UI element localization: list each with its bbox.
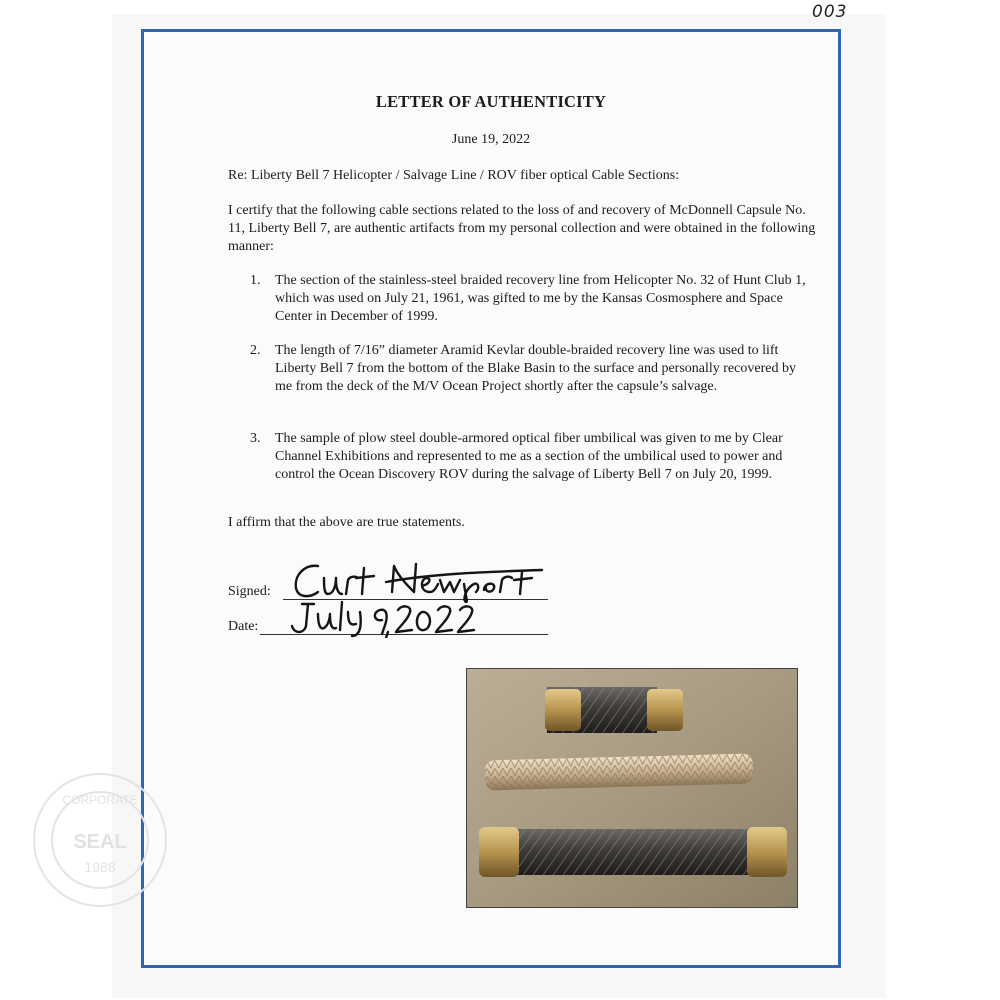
list-item-number: 2. — [250, 343, 261, 358]
handwritten-signature — [290, 554, 550, 604]
handwritten-date — [284, 598, 484, 638]
intro-paragraph: I certify that the following cable sections related to the loss of and recovery of McDonnell Capsule No. 11, Liberty Bell 7, are authentic artifacts from my personal collection and were obtained in the following manner: — [228, 203, 816, 254]
seal-top-text: CORPORATE — [62, 793, 138, 807]
letter-date: June 19, 2022 — [451, 132, 531, 147]
document-frame — [141, 29, 841, 968]
affirmation: I affirm that the above are true statements. — [228, 515, 465, 530]
list-item-text: The sample of plow steel double-armored optical fiber umbilical was given to me by Clear Channel Exhibitions and represented to me as a section of the umbilical used to power and control the Ocean Discovery ROV during the salvage of Liberty Bell 7 on July 20, 1999. — [275, 431, 783, 482]
seal-year: 1988 — [84, 859, 116, 875]
page-number: 003 — [812, 2, 848, 22]
list-item — [250, 430, 810, 484]
list-item-text: The section of the stainless-steel braided recovery line from Helicopter No. 32 of Hunt Club 1, which was used on July 21, 1961, was gifted to me by the Kansas Cosmosphere and Space Center in December of 1999. — [275, 273, 806, 324]
date-label: Date: — [228, 619, 259, 634]
list-item-number: 3. — [250, 431, 261, 446]
signed-label: Signed: — [228, 584, 271, 599]
list-item-text: The length of 7/16” diameter Aramid Kevlar double-braided recovery line was used to lift Liberty Bell 7 from the bottom of the Blake Basin to the surface and personally recovered by me from the deck of the M/V Ocean Project shortly after the capsule’s salvage. — [275, 343, 796, 394]
list-item — [250, 342, 810, 396]
letter-title: LETTER OF AUTHENTICITY — [375, 92, 607, 111]
embossed-seal — [30, 760, 170, 920]
cable-sections-photo — [466, 668, 798, 908]
list-item-number: 1. — [250, 273, 261, 288]
list-item — [250, 272, 810, 326]
subject-line: Re: Liberty Bell 7 Helicopter / Salvage Line / ROV fiber optical Cable Sections: — [228, 168, 680, 183]
seal-text: SEAL — [73, 831, 127, 853]
